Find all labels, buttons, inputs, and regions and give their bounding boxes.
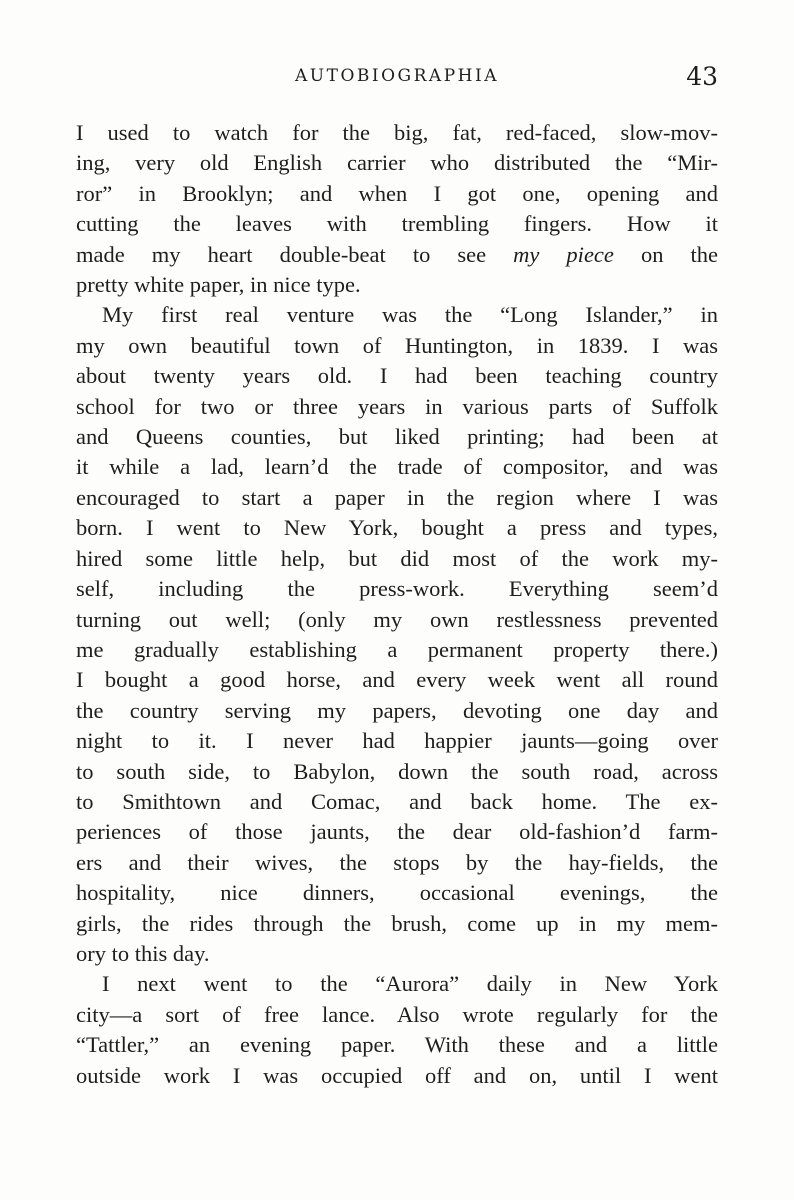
- text-line: and Queens counties, but liked printing; had been at: [76, 424, 718, 450]
- text-line: “Tattler,” an evening paper. With these and a little: [76, 1032, 718, 1058]
- text-line: ers and their wives, the stops by the hay-fields, the: [76, 849, 718, 875]
- text-line: born. I went to New York, bought a press and types,: [76, 515, 718, 541]
- page-number: 43: [686, 62, 718, 91]
- text-line: self, including the press-work. Everything seem’d: [76, 576, 718, 602]
- text-line: to Smithtown and Comac, and back home. The ex-: [76, 788, 718, 814]
- text-line: hospitality, nice dinners, occasional evenings, the: [76, 880, 718, 906]
- text-line: the country serving my papers, devoting one day and: [76, 697, 718, 723]
- text-segment: made my heart double-beat to see: [76, 241, 514, 267]
- text-line: periences of those jaunts, the dear old-fashion’d farm-: [76, 819, 718, 845]
- paragraph-3: [76, 969, 718, 1091]
- text-line: school for two or three years in various parts of Suffolk: [76, 393, 718, 419]
- running-head: [76, 62, 718, 98]
- text-line: pretty white paper, in nice type.: [76, 272, 361, 298]
- text-segment: on the: [613, 241, 718, 267]
- text-line: hired some little help, but did most of the work my-: [76, 545, 718, 571]
- italic-phrase: my piece: [513, 241, 614, 267]
- text-line: [76, 240, 718, 270]
- text-line: about twenty years old. I had been teaching country: [76, 363, 718, 389]
- text-line: to south side, to Babylon, down the south road, across: [76, 758, 718, 784]
- text-line: me gradually establishing a permanent property there.): [76, 636, 718, 662]
- text-line: city—a sort of free lance. Also wrote regularly for the: [76, 1001, 718, 1027]
- text-line: turning out well; (only my own restlessness prevented: [76, 606, 718, 632]
- text-line: I next went to the “Aurora” daily in New York: [102, 971, 718, 997]
- text-line: ory to this day.: [76, 940, 210, 966]
- text-line: cutting the leaves with trembling fingers. How it: [76, 211, 718, 237]
- text-line: it while a lad, learn’d the trade of compositor, and was: [76, 454, 718, 480]
- text-line: ing, very old English carrier who distributed the “Mir-: [76, 150, 718, 176]
- text-line: I bought a good horse, and every week went all round: [76, 667, 718, 693]
- text-line: My first real venture was the “Long Islander,” in: [102, 302, 718, 328]
- paragraph-1: [76, 118, 718, 300]
- text-line: night to it. I never had happier jaunts—going over: [76, 728, 718, 754]
- text-line: girls, the rides through the brush, come up in my mem-: [76, 910, 718, 936]
- text-line: I used to watch for the big, fat, red-faced, slow-mov-: [76, 120, 718, 145]
- text-line: my own beautiful town of Huntington, in 1839. I was: [76, 332, 718, 358]
- paragraph-2: [76, 300, 718, 969]
- text-line: ror” in Brooklyn; and when I got one, opening and: [76, 180, 718, 206]
- body-text: [76, 118, 718, 1091]
- running-title: AUTOBIOGRAPHIA: [295, 66, 499, 86]
- text-line: encouraged to start a paper in the region where I was: [76, 484, 718, 510]
- text-line: outside work I was occupied off and on, until I went: [76, 1062, 718, 1088]
